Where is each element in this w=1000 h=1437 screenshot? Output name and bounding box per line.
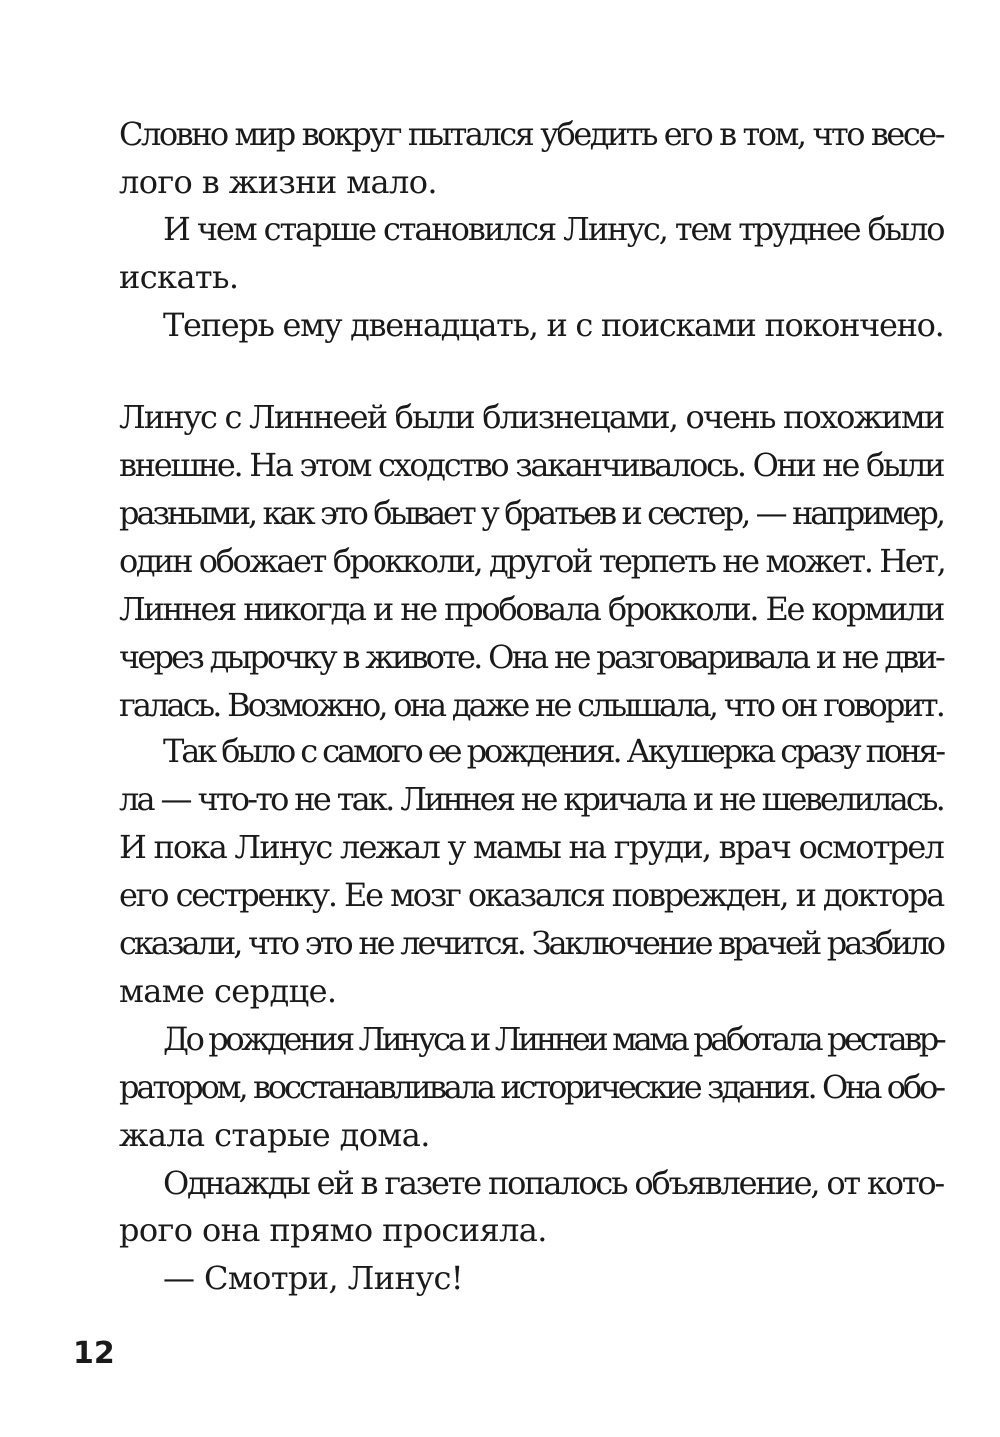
text-line: сказали, что это не лечится. Заключение врачей разбило bbox=[119, 924, 943, 962]
text-line: До рождения Линуса и Линнеи мама работала реставр- bbox=[163, 1020, 944, 1058]
text-line: ратором, восстанавливала исторические здания. Она обо- bbox=[119, 1068, 943, 1106]
text-line: искать. bbox=[119, 258, 239, 296]
text-line: лого в жизни мало. bbox=[119, 163, 437, 201]
text-line: маме сердце. bbox=[119, 972, 337, 1010]
text-line: жала старые дома. bbox=[119, 1116, 430, 1154]
text-line: Однажды ей в газете попалось объявление, от кото- bbox=[163, 1164, 943, 1202]
text-line: И пока Линус лежал у мамы на груди, врач осмотрел bbox=[119, 828, 943, 866]
text-line: через дырочку в животе. Она не разговаривала и не дви- bbox=[119, 638, 943, 676]
text-line: Теперь ему двенадцать, и с поисками покончено. bbox=[163, 306, 944, 344]
text-line: один обожает брокколи, другой терпеть не может. Нет, bbox=[119, 542, 945, 580]
text-line: его сестренку. Ее мозг оказался поврежден, и доктора bbox=[119, 876, 943, 914]
text-line: Линнея никогда и не пробовала брокколи. Ее кормили bbox=[119, 590, 943, 628]
text-line: Словно мир вокруг пытался убедить его в том, что весе- bbox=[119, 115, 943, 153]
text-line: галась. Возможно, она даже не слышала, что он говорит. bbox=[119, 686, 943, 724]
text-line: И чем старше становился Линус, тем труднее было bbox=[163, 210, 944, 248]
text-line: — Смотри, Линус! bbox=[163, 1259, 464, 1297]
text-line: разными, как это бывает у братьев и сестер, — например, bbox=[119, 494, 943, 532]
text-line: Линус с Линнеей были близнецами, очень похожими bbox=[119, 398, 944, 436]
text-line: внешне. На этом сходство заканчивалось. Они не были bbox=[119, 446, 944, 484]
text-line: рого она прямо просияла. bbox=[119, 1211, 547, 1249]
text-line: Так было с самого ее рождения. Акушерка сразу поня- bbox=[163, 732, 943, 770]
page-number: 12 bbox=[73, 1336, 115, 1371]
text-line: ла — что-то не так. Линнея не кричала и не шевелилась. bbox=[119, 780, 943, 818]
